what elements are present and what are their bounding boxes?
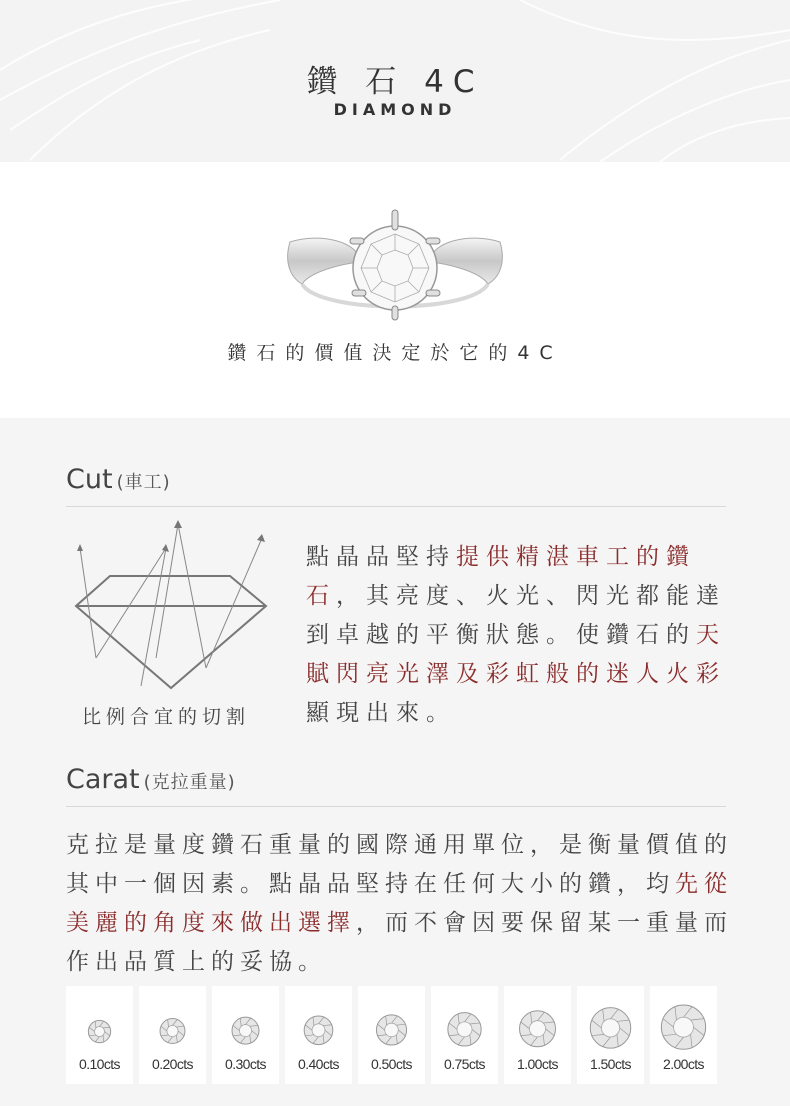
- carat-size-label: 0.50cts: [371, 1056, 412, 1072]
- page-header: [0, 0, 790, 162]
- hero-caption: 鑽石的價值決定於它的4C: [227, 342, 563, 364]
- hero-section: [0, 162, 790, 418]
- cut-text-segment: 顯現出來。: [306, 700, 456, 726]
- cut-text-segment: ，其亮度、火光、閃光都能達到卓越的平衡狀態。使鑽石的: [306, 583, 726, 648]
- carat-section-title: [66, 764, 236, 795]
- carat-size-label: 1.00cts: [517, 1056, 558, 1072]
- page-title: 鑽 石 4C: [306, 64, 484, 100]
- carat-size-label: 0.20cts: [152, 1056, 193, 1072]
- carat-size-item: [504, 986, 571, 1084]
- carat-size-label: 1.50cts: [590, 1056, 631, 1072]
- carat-size-label: 0.40cts: [298, 1056, 339, 1072]
- carat-size-item: [285, 986, 352, 1084]
- diamond-icon: [358, 986, 425, 1056]
- diamond-icon: [577, 986, 644, 1056]
- carat-size-item: [66, 986, 133, 1084]
- carat-size-item: [431, 986, 498, 1084]
- cut-text-highlight: 天賦閃亮光澤及彩虹般的迷人火彩: [306, 622, 726, 687]
- carat-size-item: [577, 986, 644, 1084]
- cut-description: [306, 538, 736, 733]
- carat-size-item: [212, 986, 279, 1084]
- carat-size-label: 0.75cts: [444, 1056, 485, 1072]
- carat-size-label: 0.10cts: [79, 1056, 120, 1072]
- cut-divider: [66, 506, 726, 507]
- carat-size-item: [358, 986, 425, 1084]
- carat-divider: [66, 806, 726, 807]
- diamond-icon: [285, 986, 352, 1056]
- solitaire-ring-icon: [280, 202, 510, 327]
- carat-size-item: [139, 986, 206, 1084]
- cut-section-title: [66, 464, 171, 495]
- carat-size-label: 0.30cts: [225, 1056, 266, 1072]
- page-subtitle: DIAMOND: [333, 100, 457, 119]
- four-c-content: [0, 418, 790, 1106]
- carat-title-sub: (克拉重量): [143, 772, 236, 793]
- diamond-icon: [212, 986, 279, 1056]
- diamond-icon: [66, 986, 133, 1056]
- cut-text-segment: 點晶品堅持: [306, 544, 456, 570]
- carat-size-list: [66, 986, 726, 1084]
- cut-text-highlight: 提供精湛車工的鑽石: [306, 544, 696, 609]
- cut-caption: 比例合宜的切割: [81, 706, 250, 728]
- diamond-icon: [431, 986, 498, 1056]
- diamond-icon: [504, 986, 571, 1056]
- diamond-icon: [139, 986, 206, 1056]
- carat-size-label: 2.00cts: [663, 1056, 704, 1072]
- diamond-cut-light-diagram-icon: [66, 518, 276, 698]
- carat-text-segment: ，而不會因要保留某一重量而作出品質上的妥協。: [66, 910, 733, 975]
- carat-text-highlight: 先從美麗的角度來做出選擇: [66, 871, 733, 936]
- carat-size-item: [650, 986, 717, 1084]
- diamond-icon: [650, 986, 717, 1056]
- cut-title: Cut: [66, 464, 113, 495]
- carat-description: [66, 826, 736, 982]
- carat-text-segment: 克拉是量度鑽石重量的國際通用單位，是衡量價值的其中一個因素。點晶品堅持在任何大小的鑽，均: [66, 832, 733, 897]
- cut-title-sub: (車工): [116, 472, 171, 493]
- carat-title: Carat: [66, 764, 140, 795]
